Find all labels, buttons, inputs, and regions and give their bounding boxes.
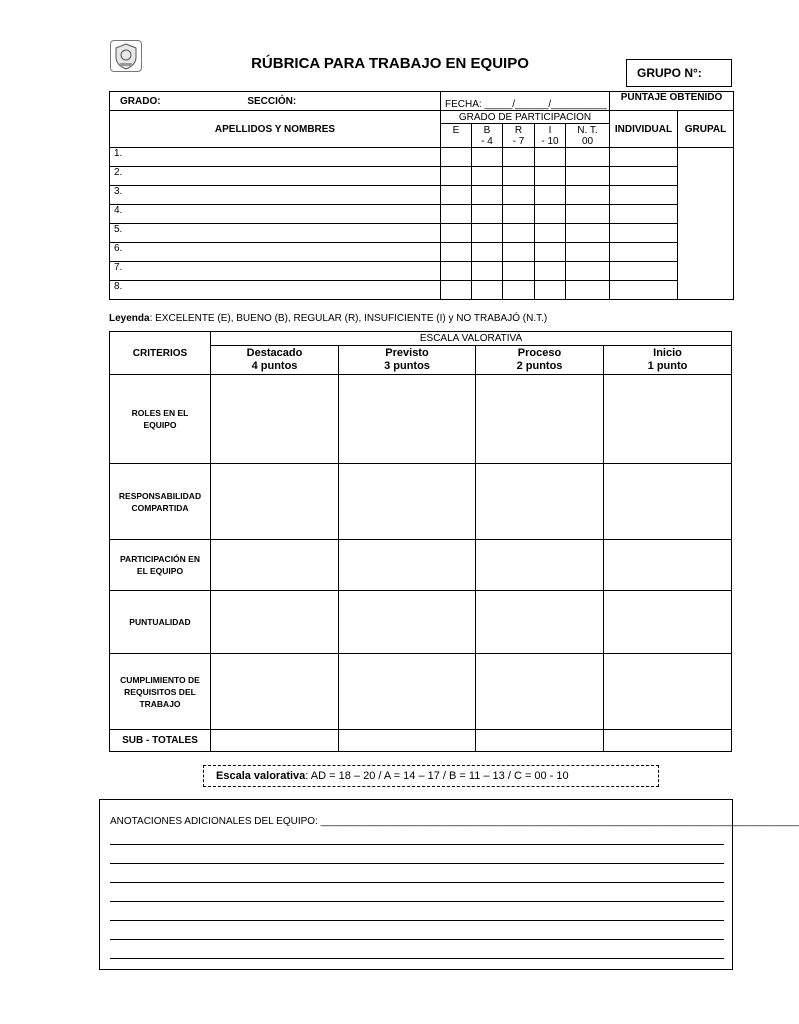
rubric-cell[interactable] bbox=[339, 591, 476, 654]
cell[interactable] bbox=[472, 167, 503, 186]
fecha-field[interactable]: FECHA: _____/______/__________ bbox=[441, 92, 610, 111]
rubric-cell[interactable] bbox=[476, 464, 604, 540]
criterion-responsabilidad: RESPONSABILIDAD COMPARTIDA bbox=[110, 464, 211, 540]
individual-cell[interactable] bbox=[610, 205, 678, 224]
cell[interactable] bbox=[535, 186, 566, 205]
grado-participacion-header: GRADO DE PARTICIPACION bbox=[441, 111, 610, 124]
escala-header: ESCALA VALORATIVA bbox=[211, 332, 732, 346]
cell[interactable] bbox=[441, 224, 472, 243]
student-row-7[interactable]: 7. bbox=[110, 262, 441, 281]
grupal-cell[interactable] bbox=[678, 148, 734, 300]
criterios-header: CRITERIOS bbox=[110, 332, 211, 375]
individual-cell[interactable] bbox=[610, 281, 678, 300]
notes-box[interactable] bbox=[99, 799, 799, 970]
student-row-5[interactable]: 5. bbox=[110, 224, 441, 243]
participation-table bbox=[109, 91, 734, 300]
cell[interactable] bbox=[566, 243, 610, 262]
rubric-cell[interactable] bbox=[211, 464, 339, 540]
individual-cell[interactable] bbox=[610, 167, 678, 186]
notes-line[interactable] bbox=[110, 882, 724, 883]
subtotal-cell[interactable] bbox=[211, 730, 339, 752]
criterion-roles: ROLES EN EL EQUIPO bbox=[110, 375, 211, 464]
cell[interactable] bbox=[535, 262, 566, 281]
rubric-cell[interactable] bbox=[476, 540, 604, 591]
subtotal-cell[interactable] bbox=[339, 730, 476, 752]
cell[interactable] bbox=[566, 186, 610, 205]
cell[interactable] bbox=[472, 224, 503, 243]
rubric-cell[interactable] bbox=[211, 540, 339, 591]
cell[interactable] bbox=[503, 148, 535, 167]
level-destacado: Destacado 4 puntos bbox=[211, 346, 339, 375]
individual-cell[interactable] bbox=[610, 148, 678, 167]
student-row-2[interactable]: 2. bbox=[110, 167, 441, 186]
subtotales-label: SUB - TOTALES bbox=[110, 730, 211, 752]
rubric-cell[interactable] bbox=[476, 591, 604, 654]
notes-label: ANOTACIONES ADICIONALES DEL EQUIPO: ______________________________________________________________________________________ bbox=[110, 816, 799, 827]
rubric-cell[interactable] bbox=[604, 540, 732, 591]
cell[interactable] bbox=[566, 205, 610, 224]
subtotal-cell[interactable] bbox=[476, 730, 604, 752]
cell[interactable] bbox=[441, 167, 472, 186]
col-i-header: I - 10 bbox=[535, 124, 566, 148]
cell[interactable] bbox=[566, 262, 610, 281]
cell[interactable] bbox=[472, 262, 503, 281]
cell[interactable] bbox=[566, 281, 610, 300]
rubric-cell[interactable] bbox=[476, 375, 604, 464]
cell[interactable] bbox=[472, 205, 503, 224]
notes-line[interactable] bbox=[110, 920, 724, 921]
scale-label: Escala valorativa bbox=[216, 770, 306, 782]
level-proceso: Proceso 2 puntos bbox=[476, 346, 604, 375]
cell[interactable] bbox=[472, 148, 503, 167]
rubric-cell[interactable] bbox=[476, 654, 604, 730]
cell[interactable] bbox=[441, 281, 472, 300]
notes-line[interactable] bbox=[110, 863, 724, 864]
cell[interactable] bbox=[503, 262, 535, 281]
rubric-cell[interactable] bbox=[339, 654, 476, 730]
rubric-cell[interactable] bbox=[211, 654, 339, 730]
escala-valorativa-box bbox=[203, 765, 659, 787]
notes-line[interactable] bbox=[110, 844, 724, 845]
grado-label: GRADO: bbox=[120, 95, 161, 107]
criterion-cumplimiento: CUMPLIMIENTO DE REQUISITOS DEL TRABAJO bbox=[110, 654, 211, 730]
seccion-label: SECCIÓN: bbox=[247, 95, 297, 107]
grupal-header: GRUPAL bbox=[678, 111, 734, 148]
cell[interactable] bbox=[503, 186, 535, 205]
individual-cell[interactable] bbox=[610, 224, 678, 243]
legend-label: Leyenda bbox=[109, 313, 150, 324]
col-nt-header: N. T. 00 bbox=[566, 124, 610, 148]
cell[interactable] bbox=[535, 205, 566, 224]
level-inicio: Inicio 1 punto bbox=[604, 346, 732, 375]
notes-line[interactable] bbox=[110, 901, 724, 902]
cell[interactable] bbox=[566, 148, 610, 167]
individual-cell[interactable] bbox=[610, 243, 678, 262]
rubric-cell[interactable] bbox=[604, 375, 732, 464]
student-row-8[interactable]: 8. bbox=[110, 281, 441, 300]
cell[interactable] bbox=[441, 262, 472, 281]
scale-text: : AD = 18 – 20 / A = 14 – 17 / B = 11 – 13 / C = 00 - 10 bbox=[305, 770, 569, 782]
rubric-table bbox=[109, 331, 732, 752]
cell[interactable] bbox=[472, 281, 503, 300]
cell[interactable] bbox=[503, 243, 535, 262]
cell[interactable] bbox=[535, 243, 566, 262]
rubric-cell[interactable] bbox=[604, 654, 732, 730]
apellidos-header: APELLIDOS Y NOMBRES bbox=[110, 111, 441, 148]
rubric-cell[interactable] bbox=[604, 591, 732, 654]
grado-seccion-cell bbox=[110, 92, 441, 111]
criterion-participacion: PARTICIPACIÓN EN EL EQUIPO bbox=[110, 540, 211, 591]
rubric-cell[interactable] bbox=[339, 375, 476, 464]
individual-cell[interactable] bbox=[610, 262, 678, 281]
level-previsto: Previsto 3 puntos bbox=[339, 346, 476, 375]
cell[interactable] bbox=[472, 243, 503, 262]
rubric-cell[interactable] bbox=[211, 375, 339, 464]
legend-text: : EXCELENTE (E), BUENO (B), REGULAR (R), INSUFICIENTE (I) y NO TRABAJÓ (N.T.) bbox=[149, 313, 548, 324]
individual-header: INDIVIDUAL bbox=[610, 111, 678, 148]
cell[interactable] bbox=[535, 224, 566, 243]
puntaje-header: PUNTAJE OBTENIDO bbox=[610, 92, 734, 111]
cell[interactable] bbox=[535, 148, 566, 167]
rubric-cell[interactable] bbox=[339, 540, 476, 591]
col-b-header: B - 4 bbox=[472, 124, 503, 148]
cell[interactable] bbox=[503, 167, 535, 186]
grupo-field[interactable]: GRUPO N°: bbox=[626, 59, 732, 87]
cell[interactable] bbox=[535, 281, 566, 300]
page-title: RÚBRICA PARA TRABAJO EN EQUIPO bbox=[251, 55, 529, 72]
legend bbox=[109, 313, 547, 324]
rubric-cell[interactable] bbox=[339, 464, 476, 540]
col-r-header: R - 7 bbox=[503, 124, 535, 148]
school-logo-icon bbox=[110, 40, 142, 72]
cell[interactable] bbox=[441, 243, 472, 262]
cell[interactable] bbox=[566, 224, 610, 243]
col-e-header: E bbox=[441, 124, 472, 148]
cell[interactable] bbox=[503, 224, 535, 243]
cell[interactable] bbox=[441, 186, 472, 205]
student-row-1[interactable]: 1. bbox=[110, 148, 441, 167]
individual-cell[interactable] bbox=[610, 186, 678, 205]
subtotal-cell[interactable] bbox=[604, 730, 732, 752]
cell[interactable] bbox=[441, 148, 472, 167]
notes-line[interactable] bbox=[110, 958, 724, 959]
criterion-puntualidad: PUNTUALIDAD bbox=[110, 591, 211, 654]
cell[interactable] bbox=[503, 281, 535, 300]
cell[interactable] bbox=[535, 167, 566, 186]
rubric-cell[interactable] bbox=[604, 464, 732, 540]
student-row-6[interactable]: 6. bbox=[110, 243, 441, 262]
notes-line[interactable] bbox=[110, 939, 724, 940]
cell[interactable] bbox=[566, 167, 610, 186]
student-row-4[interactable]: 4. bbox=[110, 205, 441, 224]
cell[interactable] bbox=[441, 205, 472, 224]
cell[interactable] bbox=[503, 205, 535, 224]
student-row-3[interactable]: 3. bbox=[110, 186, 441, 205]
cell[interactable] bbox=[472, 186, 503, 205]
rubric-cell[interactable] bbox=[211, 591, 339, 654]
